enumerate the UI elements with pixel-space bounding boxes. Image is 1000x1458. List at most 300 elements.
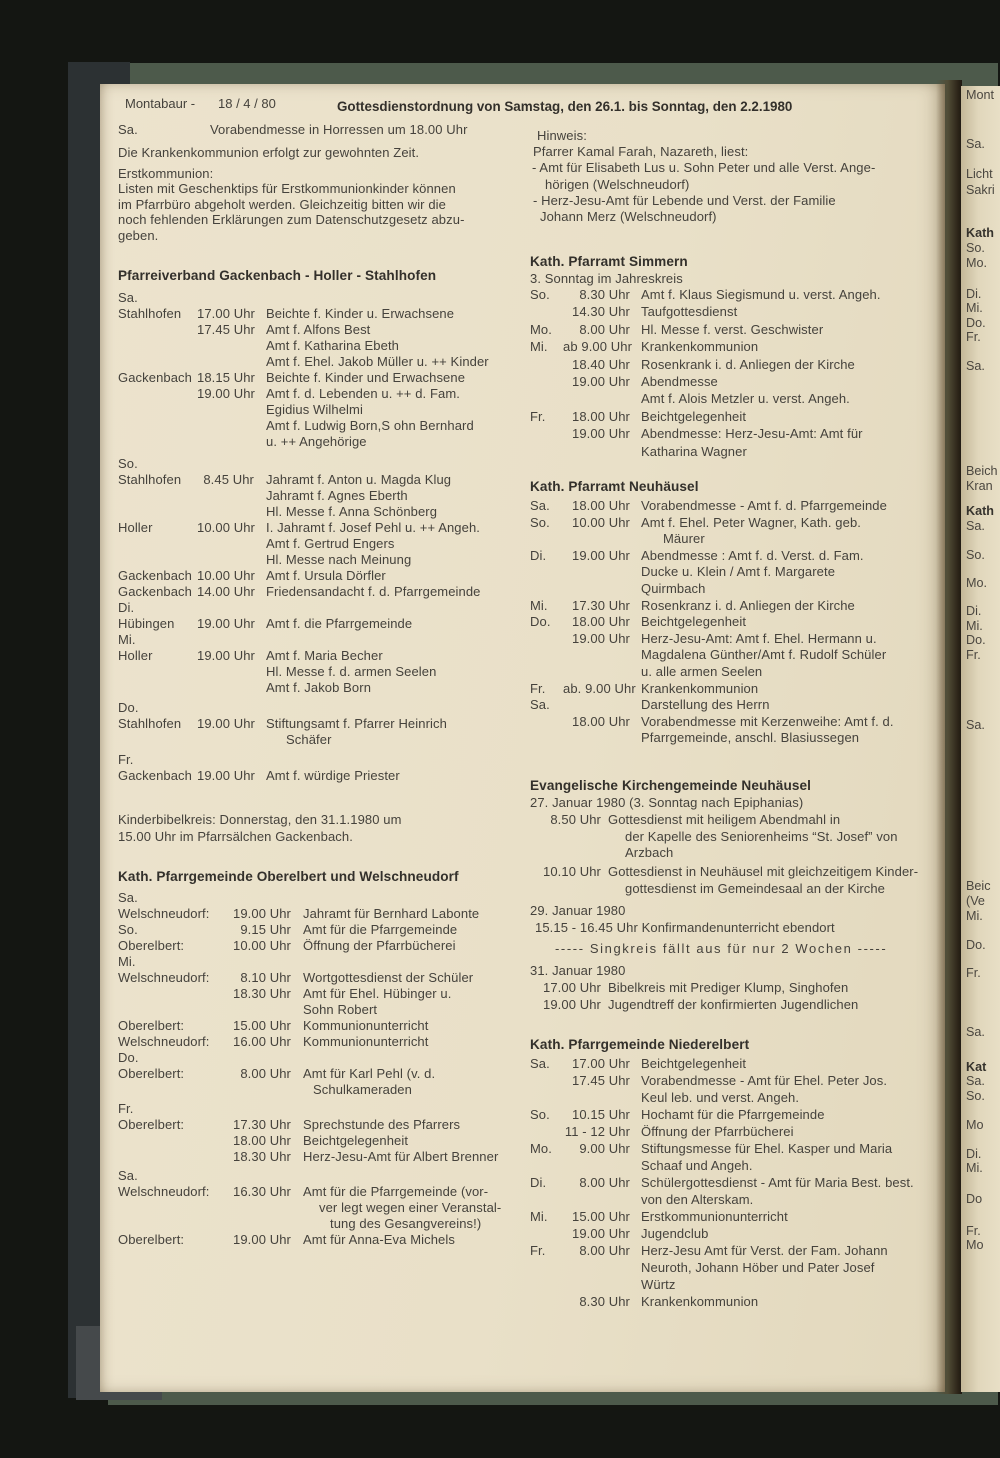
schedule-row [530, 845, 938, 862]
left-text-column [118, 84, 520, 1392]
schedule-row [118, 890, 520, 906]
schedule-row [118, 290, 520, 306]
schedule-row [530, 631, 938, 648]
service-text: Hl. Messe f. d. armen Seelen [266, 664, 437, 679]
service-text: Amt f. Alois Metzler u. verst. Angeh. [641, 391, 850, 407]
schedule-section [530, 287, 938, 461]
service-text: Vorabendmesse mit Kerzenweihe: Amt f. d. [641, 713, 894, 729]
adjacent-page-text-fragment: Di. [966, 1147, 982, 1161]
text-line: 31. Januar 1980 [530, 963, 626, 979]
schedule-row [530, 409, 938, 426]
service-text: Hl. Messe f. Anna Schönberg [266, 504, 438, 519]
schedule-row [530, 1260, 938, 1277]
service-text: Abendmesse : Amt f. d. Verst. d. Fam. [641, 547, 864, 563]
service-text: Stiftungsamt f. Pfarrer Heinrich [266, 716, 447, 731]
time-cell: 19.00 Uhr [197, 768, 255, 783]
service-text: Amt f. Ludwig Born,S ohn Bernhard [266, 418, 474, 433]
place-cell: Di. [530, 547, 547, 563]
service-text: Abendmesse [641, 373, 718, 389]
page-title: Gottesdienstordnung von Samstag, den 26.1. bis Sonntag, den 2.2.1980 [337, 99, 793, 114]
adjacent-page-text-fragment: Di. [966, 604, 982, 618]
schedule-row [530, 980, 938, 997]
text-line: geben. [118, 227, 159, 243]
service-text: Schulkameraden [313, 1082, 412, 1097]
service-text: gottesdienst im Gemeindesaal an der Kirche [625, 880, 886, 896]
schedule-row [118, 418, 520, 434]
schedule-row [530, 1158, 938, 1175]
paragraph [530, 271, 938, 287]
schedule-row [530, 1294, 938, 1311]
text-line: 29. Januar 1980 [530, 902, 626, 918]
service-text: Beichte f. Kinder und Erwachsene [266, 370, 466, 385]
place-cell: Di. [530, 1175, 547, 1190]
schedule-row [530, 1056, 938, 1073]
place-cell: Fr. [118, 1101, 134, 1116]
schedule-row [530, 903, 938, 920]
adjacent-page-text-fragment: Beic [966, 879, 991, 893]
schedule-row [118, 456, 520, 472]
page-date-mark: 18 / 4 / 80 [218, 96, 276, 111]
schedule-section [530, 795, 938, 1014]
text-line: 27. Januar 1980 (3. Sonntag nach Epiphanias) [530, 795, 804, 810]
section-heading: Evangelische Kirchengemeinde Neuhäusel [530, 778, 812, 793]
service-text: u. ++ Angehörige [266, 434, 367, 449]
adjacent-page-text-fragment: Mo [966, 1238, 984, 1252]
place-cell: Hübingen [118, 616, 175, 631]
adjacent-page-text-fragment: (Ve [966, 894, 985, 908]
adjacent-page-text-fragment: Sa. [966, 359, 985, 373]
service-text: Katharina Wagner [641, 443, 747, 459]
service-text: Amt f. die Pfarrgemeinde [266, 616, 413, 631]
service-text: Friedensandacht f. d. Pfarrgemeinde [266, 584, 481, 599]
schedule-row [118, 986, 520, 1002]
time-cell: ab. 9.00 Uhr [563, 680, 636, 696]
time-cell: 17.45 Uhr [572, 1073, 630, 1088]
place-cell: Sa. [530, 498, 550, 513]
service-text: Beichtgelegenheit [641, 1056, 747, 1071]
adjacent-page-text-fragment: Sa. [966, 519, 985, 533]
time-cell: 19.00 Uhr [233, 906, 291, 921]
adjacent-page-text-fragment: Mi. [966, 909, 983, 923]
service-text: Beichtgelegenheit [641, 408, 747, 424]
text-line: Erstkommunion: [118, 165, 214, 181]
service-text: Vorabendmesse in Horressen um 18.00 Uhr [210, 122, 468, 137]
service-text: Amt f. Katharina Ebeth [266, 338, 399, 353]
schedule-row [118, 504, 520, 520]
service-text: Rosenkranz i. d. Anliegen der Kirche [641, 597, 855, 613]
place-cell: Gackenbach [118, 768, 192, 783]
time-cell: 19.00 Uhr [572, 547, 630, 563]
section-heading: Kath. Pfarrgemeinde Niederelbert [530, 1037, 750, 1052]
adjacent-page-text-fragment: Do. [966, 316, 986, 330]
schedule-row [118, 1101, 520, 1117]
time-cell: 15.00 Uhr [572, 1209, 630, 1224]
adjacent-page-text-fragment: Mi. [966, 619, 983, 633]
place-cell: Sa. [530, 1056, 550, 1071]
adjacent-page-text-fragment: So. [966, 548, 985, 562]
schedule-row [530, 697, 938, 714]
time-cell: 14.00 Uhr [197, 584, 255, 599]
adjacent-page-text-fragment: Mo. [966, 576, 987, 590]
schedule-row [118, 472, 520, 488]
section-heading: Kath. Pfarramt Neuhäusel [530, 479, 699, 494]
service-text: Beichtgelegenheit [303, 1133, 409, 1148]
service-text: ver legt wegen einer Veranstal- [319, 1200, 502, 1215]
page-location-label: Montabaur - [125, 96, 196, 111]
place-cell: Oberelbert: [118, 1232, 185, 1247]
schedule-row [118, 922, 520, 938]
place-cell: Gackenbach [118, 568, 192, 583]
place-cell: Sa. [118, 1168, 138, 1183]
service-text: Bibelkreis mit Prediger Klump, Singhofen [608, 979, 849, 995]
schedule-row [530, 614, 938, 631]
service-text: Beichte f. Kinder u. Erwachsene [266, 306, 455, 321]
text-line: Johann Merz (Welschneudorf) [540, 208, 717, 224]
time-cell: 8.00 Uhr [579, 1175, 630, 1190]
paragraph [530, 128, 938, 225]
schedule-row [530, 531, 938, 548]
place-cell: Mi. [118, 632, 136, 647]
adjacent-page-text-fragment: Licht [966, 167, 993, 181]
service-text: Hl. Messe nach Meinung [266, 552, 412, 567]
adjacent-page-text-fragment: Kran [966, 479, 993, 493]
time-cell: 15.00 Uhr [233, 1018, 291, 1033]
adjacent-page-text-fragment: Sa. [966, 718, 985, 732]
schedule-row [530, 1243, 938, 1260]
schedule-row [118, 1066, 520, 1082]
schedule-row [530, 714, 938, 731]
time-cell: 10.00 Uhr [572, 514, 630, 530]
time-cell: ab 9.00 Uhr [563, 339, 633, 355]
service-text: Abendmesse: Herz-Jesu-Amt: Amt für [641, 426, 863, 442]
schedule-row [530, 681, 938, 698]
place-cell: Fr. [530, 680, 546, 696]
time-cell: 8.45 Uhr [203, 472, 254, 487]
service-text: Magdalena Günther/Amt f. Rudolf Schüler [641, 647, 887, 663]
adjacent-page-text-fragment: Mi. [966, 301, 983, 315]
service-text: Neuroth, Johann Höber und Pater Josef [641, 1260, 875, 1275]
time-cell: 19.00 Uhr [197, 386, 255, 401]
schedule-row [530, 581, 938, 598]
adjacent-page-text-fragment: Mo [966, 1118, 984, 1132]
time-cell: 10.00 Uhr [233, 938, 291, 953]
service-text: Sprechstunde des Pfarrers [303, 1117, 461, 1132]
schedule-section [530, 498, 938, 747]
schedule-row [530, 287, 938, 304]
schedule-row [118, 600, 520, 616]
schedule-row [530, 1192, 938, 1209]
schedule-row [530, 1090, 938, 1107]
service-text: Amt für Karl Pehl (v. d. [303, 1066, 436, 1081]
text-line: Hinweis: [537, 128, 587, 143]
place-cell: Fr. [530, 1243, 546, 1258]
time-cell: 9.00 Uhr [579, 1141, 630, 1156]
time-cell: 19.00 Uhr [572, 1226, 630, 1241]
schedule-row [530, 963, 938, 980]
schedule-row [118, 732, 520, 748]
time-cell: 10.00 Uhr [197, 568, 255, 583]
service-text: Öffnung der Pfarrbücherei [641, 1124, 794, 1139]
time-cell: 10.00 Uhr [197, 520, 255, 535]
service-text: Vorabendmesse - Amt für Ehel. Peter Jos. [641, 1073, 888, 1088]
place-cell: Sa. [118, 290, 138, 305]
text-line: Pfarrer Kamal Farah, Nazareth, liest: [533, 144, 749, 160]
schedule-row [530, 812, 938, 829]
time-cell: 18.00 Uhr [233, 1133, 291, 1148]
place-cell: Welschneudorf: [118, 906, 210, 921]
service-text: Pfarrgemeinde, anschl. Blasiussegen [641, 730, 860, 746]
adjacent-page-text-fragment: Mi. [966, 1161, 983, 1175]
schedule-row [118, 752, 520, 768]
text-line: - Herz-Jesu-Amt für Lebende und Verst. der Familie [533, 192, 836, 208]
time-cell: 10.15 Uhr [572, 1107, 630, 1122]
schedule-row [118, 1117, 520, 1133]
schedule-row [118, 1082, 520, 1098]
service-text: Schaaf und Angeh. [641, 1158, 753, 1173]
time-cell: 9.15 Uhr [240, 922, 291, 937]
time-cell: 8.10 Uhr [240, 970, 291, 985]
adjacent-page-text-fragment: Sa. [966, 137, 985, 151]
time-cell: 8.00 Uhr [579, 1243, 630, 1258]
paragraph [118, 812, 520, 845]
text-line: - Amt für Elisabeth Lus u. Sohn Peter und alle Verst. Ange- [532, 160, 876, 176]
schedule-row [118, 386, 520, 402]
place-cell: Oberelbert: [118, 1117, 185, 1132]
schedule-row [530, 795, 938, 812]
service-text: Gottesdienst mit heiligem Abendmahl in [608, 811, 841, 827]
schedule-row [118, 1200, 520, 1216]
schedule-row [530, 339, 938, 356]
service-text: Vorabendmesse - Amt f. d. Pfarrgemeinde [641, 498, 887, 513]
service-text: Hochamt für die Pfarrgemeinde [641, 1107, 825, 1122]
service-text: Krankenkommunion [641, 680, 759, 696]
place-cell: Welschneudorf: [118, 1184, 210, 1199]
schedule-row [118, 520, 520, 536]
time-cell: 18.15 Uhr [197, 370, 255, 385]
service-text: Schülergottesdienst - Amt für Maria Best. best. [641, 1175, 914, 1190]
schedule-row [118, 1133, 520, 1149]
time-cell: 19.00 Uhr [197, 648, 255, 663]
service-text: Jahramt f. Agnes Eberth [266, 488, 408, 503]
schedule-row [530, 322, 938, 339]
schedule-row [118, 402, 520, 418]
schedule-row [118, 322, 520, 338]
service-text: Amt f. Ursula Dörfler [266, 568, 386, 583]
time-cell: 17.00 Uhr [543, 979, 601, 995]
schedule-section [118, 290, 520, 784]
service-text: von den Alterskam. [641, 1192, 754, 1207]
schedule-row [118, 1232, 520, 1248]
place-cell: Stahlhofen [118, 306, 182, 321]
place-cell: Welschneudorf: [118, 1034, 210, 1049]
service-text: Stiftungsmesse für Ehel. Kasper und Maria [641, 1141, 893, 1156]
time-cell: 8.50 Uhr [550, 811, 601, 827]
text-line: Kinderbibelkreis: Donnerstag, den 31.1.1980 um [118, 812, 402, 827]
schedule-row [530, 730, 938, 747]
schedule-row [118, 1184, 520, 1200]
time-cell: 8.00 Uhr [240, 1066, 291, 1081]
service-text: u. alle armen Seelen [641, 663, 763, 679]
church-bulletin-page [100, 84, 945, 1392]
place-cell: Do. [118, 700, 139, 715]
time-cell: 8.30 Uhr [579, 287, 630, 302]
service-text: Beichtgelegenheit [641, 614, 747, 630]
place-cell: Di. [118, 600, 135, 615]
section-heading: Kath. Pfarrgemeinde Oberelbert und Welschneudorf [118, 869, 459, 884]
text-line: hörigen (Welschneudorf) [545, 176, 690, 192]
time-cell: 18.00 Uhr [572, 713, 630, 729]
time-cell: 11 - 12 Uhr [564, 1124, 630, 1139]
service-text: Darstellung des Herrn [641, 697, 770, 713]
schedule-row [118, 954, 520, 970]
service-text: Amt f. würdige Priester [266, 768, 400, 783]
time-cell: 17.00 Uhr [197, 306, 255, 321]
time-cell: 18.00 Uhr [572, 614, 630, 630]
schedule-row [530, 829, 938, 846]
schedule-row [118, 1002, 520, 1018]
service-text: Herz-Jesu-Amt für Albert Brenner [303, 1149, 499, 1164]
adjacent-page-text-fragment: Fr. [966, 966, 981, 980]
service-text: Taufgottesdienst [641, 304, 738, 320]
adjacent-page-text-fragment: Sa. [966, 1074, 985, 1088]
time-cell: 19.00 Uhr [197, 616, 255, 631]
time-cell: 18.30 Uhr [233, 1149, 291, 1164]
time-cell: 18.30 Uhr [233, 986, 291, 1001]
adjacent-page-heading-fragment: Kat [966, 1060, 987, 1074]
schedule-row [530, 391, 938, 408]
service-text: Quirmbach [641, 580, 706, 596]
schedule-row [118, 338, 520, 354]
section-heading: Pfarreiverband Gackenbach - Holler - Stahlhofen [118, 268, 437, 283]
schedule-row [118, 1149, 520, 1165]
schedule-row [118, 568, 520, 584]
schedule-row [530, 647, 938, 664]
schedule-row [118, 1050, 520, 1066]
service-text: Amt f. Jakob Born [266, 680, 372, 695]
schedule-row [530, 1073, 938, 1090]
adjacent-page-text-fragment: Mo. [966, 256, 987, 270]
place-cell: Mo. [530, 1141, 552, 1156]
service-text: Jugendclub [641, 1226, 709, 1241]
service-text: Amt für die Pfarrgemeinde (vor- [303, 1184, 489, 1199]
adjacent-page-text-fragment: Fr. [966, 1224, 981, 1238]
schedule-row [118, 716, 520, 732]
paragraph [118, 145, 520, 244]
adjacent-page-text-fragment: Mont [966, 88, 994, 102]
schedule-row [118, 1216, 520, 1232]
place-cell: So. [530, 514, 550, 530]
text-line: ----- Singkreis fällt aus für nur 2 Wochen ----- [555, 941, 888, 957]
time-cell: 19.00 Uhr [572, 373, 630, 389]
schedule-row [118, 648, 520, 664]
schedule-row [118, 1168, 520, 1184]
place-cell: Gackenbach [118, 370, 192, 385]
adjacent-page-text-fragment: Beich [966, 464, 998, 478]
schedule-row [530, 598, 938, 615]
service-text: Amt für Anna-Eva Michels [303, 1232, 455, 1247]
schedule-row [530, 498, 938, 515]
service-text: Rosenkrank i. d. Anliegen der Kirche [641, 356, 855, 372]
time-cell: 19.00 Uhr [197, 716, 255, 731]
schedule-row [530, 941, 938, 958]
service-text: Kommunionunterricht [303, 1034, 429, 1049]
schedule-row [530, 357, 938, 374]
adjacent-page-text-fragment: Sa. [966, 1025, 985, 1039]
schedule-row [118, 122, 520, 138]
text-line: 15.15 - 16.45 Uhr Konfirmandenunterricht ebendort [535, 919, 835, 935]
time-cell: 18.00 Uhr [572, 408, 630, 424]
time-cell: 17.45 Uhr [197, 322, 255, 337]
schedule-row [530, 1175, 938, 1192]
service-text: Erstkommunionunterricht [641, 1209, 788, 1224]
adjacent-page-heading-fragment: Kath [966, 226, 994, 240]
adjacent-page-text-fragment: Do. [966, 938, 986, 952]
schedule-row [118, 632, 520, 648]
adjacent-page-edge [961, 86, 1000, 1392]
place-cell: Mi. [530, 1209, 548, 1224]
service-text: der Kapelle des Seniorenheims “St. Josef” von [625, 828, 898, 844]
right-text-column [530, 84, 938, 1392]
schedule-row [530, 374, 938, 391]
service-text: Amt f. Klaus Siegismund u. verst. Angeh. [641, 287, 881, 302]
schedule-row [530, 515, 938, 532]
time-cell: 18.00 Uhr [572, 498, 630, 513]
adjacent-page-text-fragment: Do [966, 1192, 983, 1206]
schedule-row [118, 680, 520, 696]
service-text: Mäurer [663, 531, 705, 547]
service-text: Ducke u. Klein / Amt f. Margarete [641, 564, 836, 580]
place-cell: Gackenbach [118, 584, 192, 599]
place-cell: Do. [118, 1050, 139, 1065]
service-text: Amt f. Gertrud Engers [266, 536, 395, 551]
time-cell: 16.00 Uhr [233, 1034, 291, 1049]
schedule-row [118, 552, 520, 568]
place-cell: Sa. [118, 890, 138, 905]
schedule-row [118, 664, 520, 680]
schedule-row [530, 1277, 938, 1294]
schedule-row [530, 997, 938, 1014]
time-cell: 14.30 Uhr [572, 304, 630, 320]
schedule-row [530, 564, 938, 581]
schedule-row [530, 664, 938, 681]
place-cell: Oberelbert: [118, 1066, 185, 1081]
time-cell: 19.00 Uhr [543, 996, 601, 1012]
schedule-row [118, 768, 520, 784]
schedule-row [530, 1209, 938, 1226]
schedule-row [530, 444, 938, 461]
schedule-row [118, 906, 520, 922]
place-cell: Mo. [530, 321, 552, 337]
time-cell: 17.30 Uhr [572, 597, 630, 613]
place-cell: Fr. [118, 752, 134, 767]
time-cell: 16.30 Uhr [233, 1184, 291, 1199]
adjacent-page-text-fragment: Fr. [966, 648, 981, 662]
time-cell: 8.30 Uhr [579, 1294, 630, 1309]
place-cell: Welschneudorf: [118, 970, 210, 985]
place-cell: Sa. [530, 697, 550, 713]
schedule-row [530, 1107, 938, 1124]
place-cell: So. [118, 922, 138, 937]
adjacent-page-heading-fragment: Kath [966, 504, 994, 518]
adjacent-page-text-fragment: Sakri [966, 183, 995, 197]
service-text: Herz-Jesu-Amt: Amt f. Ehel. Hermann u. [641, 630, 877, 646]
service-text: tung des Gesangvereins!) [330, 1216, 482, 1231]
service-text: Keul leb. und verst. Angeh. [641, 1090, 800, 1105]
schedule-row [118, 970, 520, 986]
service-text: Amt f. Alfons Best [266, 322, 371, 337]
time-cell: 17.00 Uhr [572, 1056, 630, 1071]
time-cell: 17.30 Uhr [233, 1117, 291, 1132]
